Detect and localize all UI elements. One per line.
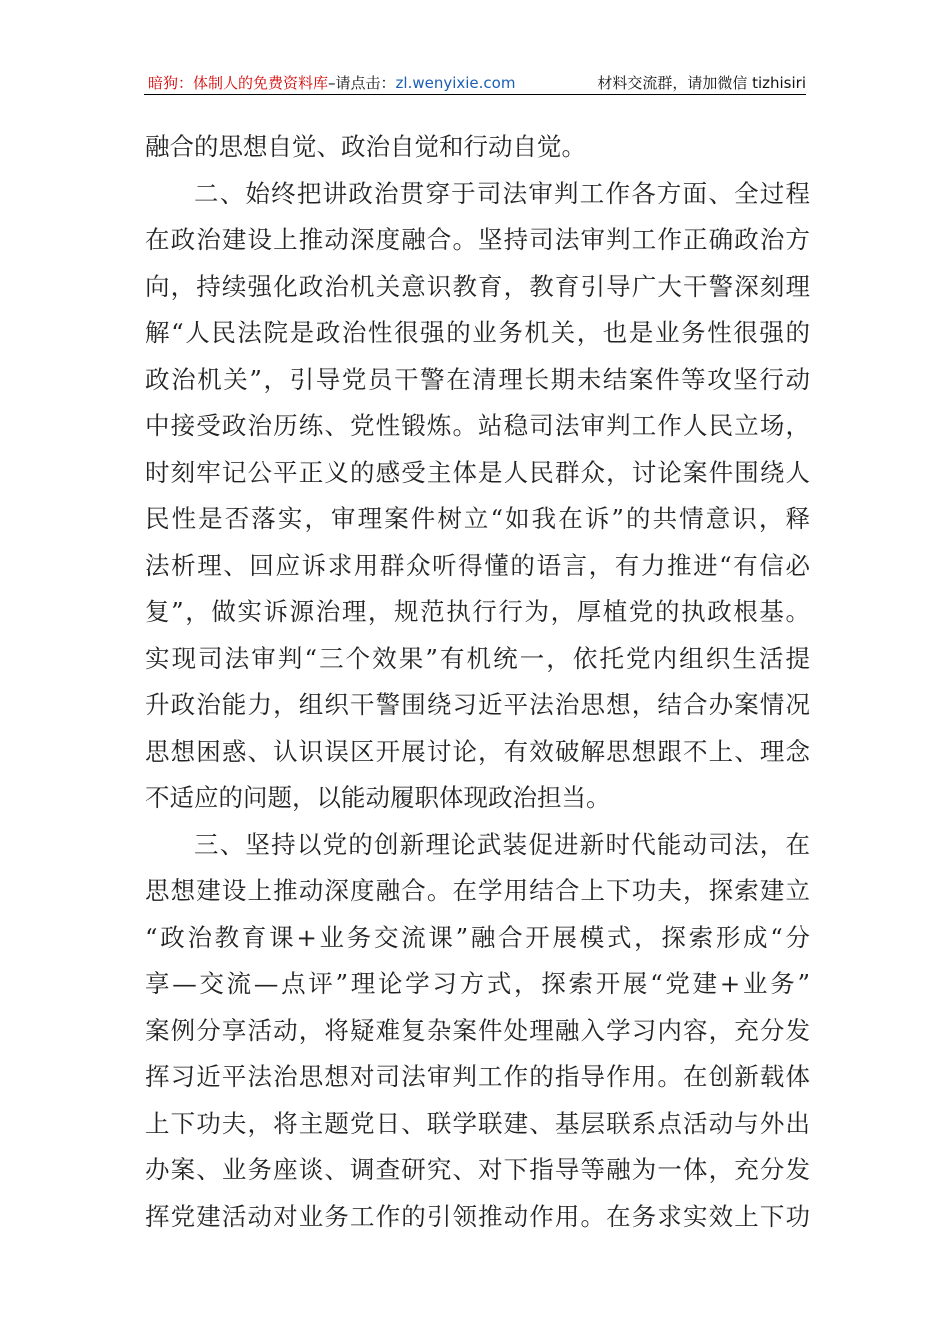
contact-text: 材料交流群，请加微信 tizhisiri bbox=[597, 74, 806, 92]
document-body bbox=[145, 124, 810, 1240]
text-line: 政治机关”，引导党员干警在清理长期未结案件等攻坚行动 bbox=[145, 364, 810, 394]
text-line: 不适应的问题，以能动履职体现政治担当。 bbox=[145, 783, 611, 812]
text-line: 案例分享活动，将疑难复杂案件处理融入学习内容，充分发 bbox=[145, 1015, 810, 1045]
text-line: 思想建设上推动深度融合。在学用结合上下功夫，探索建立 bbox=[145, 876, 810, 905]
text-line: 融合的思想自觉、政治自觉和行动自觉。 bbox=[145, 132, 586, 161]
text-line: 升政治能力，组织干警围绕习近平法治思想，结合办案情况 bbox=[145, 690, 810, 719]
site-url-link[interactable]: zl.wenyixie.com bbox=[395, 74, 516, 92]
text-line: 享—交流—点评”理论学习方式，探索开展“党建+业务” bbox=[145, 969, 810, 998]
text-line: 办案、业务座谈、调查研究、对下指导等融为一体，充分发 bbox=[145, 1155, 810, 1184]
text-line: 上下功夫，将主题党日、联学联建、基层联系点活动与外出 bbox=[145, 1108, 810, 1138]
text-line: 向，持续强化政治机关意识教育，教育引导广大干警深刻理 bbox=[145, 271, 810, 301]
text-line: 解“人民法院是政治性很强的业务机关，也是业务性很强的 bbox=[145, 318, 810, 347]
page-header bbox=[148, 72, 806, 93]
text-line: 时刻牢记公平正义的感受主体是人民群众，讨论案件围绕人 bbox=[145, 457, 810, 487]
text-line: 复”，做实诉源治理，规范执行行为，厚植党的执政根基。 bbox=[145, 597, 810, 626]
text-line: 实现司法审判“三个效果”有机统一，依托党内组织生活提 bbox=[145, 643, 810, 673]
header-divider bbox=[144, 94, 806, 95]
text-line: 挥党建活动对业务工作的引领推动作用。在务求实效上下功 bbox=[145, 1201, 810, 1231]
text-line: 民性是否落实，审理案件树立“如我在诉”的共情意识，释 bbox=[145, 504, 810, 533]
text-line: “政治教育课+业务交流课”融合开展模式，探索形成“分 bbox=[145, 922, 810, 952]
text-line: 在政治建设上推动深度融合。坚持司法审判工作正确政治方 bbox=[145, 225, 810, 254]
click-label: –请点击： bbox=[328, 74, 396, 92]
text-line: 二、始终把讲政治贯穿于司法审判工作各方面、全过程 bbox=[194, 178, 810, 208]
text-line: 思想困惑、认识误区开展讨论，有效破解思想跟不上、理念 bbox=[145, 736, 810, 766]
site-label: 暗狗：体制人的免费资料库 bbox=[148, 74, 329, 92]
text-line: 挥习近平法治思想对司法审判工作的指导作用。在创新载体 bbox=[145, 1062, 810, 1091]
text-line: 中接受政治历练、党性锻炼。站稳司法审判工作人民立场， bbox=[145, 411, 810, 440]
text-line: 法析理、回应诉求用群众听得懂的语言，有力推进“有信必 bbox=[145, 550, 810, 580]
text-line: 三、坚持以党的创新理论武装促进新时代能动司法，在 bbox=[194, 829, 810, 859]
